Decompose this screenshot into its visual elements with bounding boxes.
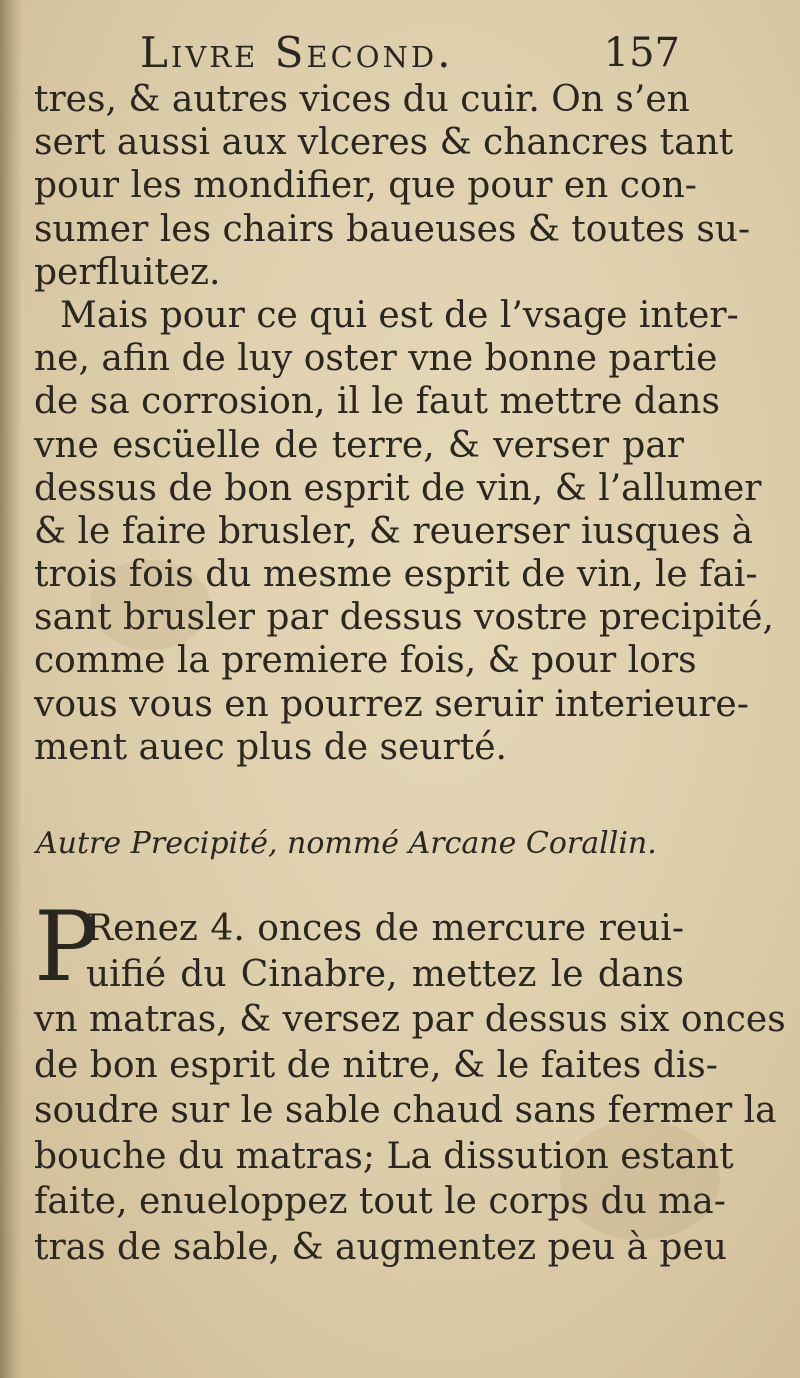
section-body bbox=[34, 891, 786, 1270]
page-number: 157 bbox=[603, 30, 680, 76]
text-line: tres, & autres vices du cuir. On s’en bbox=[34, 79, 690, 120]
text-line: vne escüelle de terre, & verser par bbox=[34, 424, 684, 466]
text-line: de bon esprit de nitre, & le faites dis- bbox=[34, 1044, 718, 1086]
text-line: trois fois du mesme esprit de vin, le fai- bbox=[34, 554, 758, 596]
text-line: sert aussi aux vlceres & chancres tant bbox=[34, 122, 734, 164]
gutter-shadow bbox=[0, 0, 22, 1378]
drop-cap: P bbox=[34, 891, 99, 1003]
text-line: sant brusler par dessus vostre precipité, bbox=[34, 597, 774, 639]
text-line: pour les mondifier, que pour en con- bbox=[34, 165, 697, 207]
text-line: & le faire brusler, & reuerser iusques à bbox=[34, 510, 754, 552]
text-line: vn matras, & versez par dessus six onces bbox=[34, 999, 786, 1040]
text-line: uifié du Cinabre, mettez le dans bbox=[86, 953, 684, 995]
text-line: Mais pour ce qui est de l’vsage inter- bbox=[60, 294, 739, 336]
text-line: ne, afin de luy oster vne bonne partie bbox=[34, 338, 718, 380]
running-title: Livre Second. bbox=[140, 28, 454, 77]
page-header bbox=[140, 26, 680, 86]
text-line: bouche du matras; La dissution estant bbox=[34, 1135, 734, 1177]
text-line: tras de sable, & augmentez peu à peu bbox=[34, 1226, 727, 1268]
body-text bbox=[34, 78, 774, 769]
text-line: comme la premiere fois, & pour lors bbox=[34, 640, 697, 682]
text-line: soudre sur le sable chaud sans fermer la bbox=[34, 1090, 777, 1131]
section-heading: Autre Precipité, nommé Arcane Corallin. bbox=[36, 826, 657, 861]
text-line: sumer les chairs baueuses & toutes su- bbox=[34, 208, 751, 250]
text-line: Renez 4. onces de mercure reui- bbox=[86, 908, 684, 949]
text-line: de sa corrosion, il le faut mettre dans bbox=[34, 381, 720, 423]
text-line: perfluitez. bbox=[34, 251, 221, 293]
text-line: faite, enueloppez tout le corps du ma- bbox=[34, 1181, 726, 1222]
text-line: dessus de bon esprit de vin, & l’allumer bbox=[34, 467, 762, 509]
text-line: vous vous en pourrez seruir interieure- bbox=[34, 683, 749, 725]
text-line: ment auec plus de seurté. bbox=[34, 726, 507, 768]
